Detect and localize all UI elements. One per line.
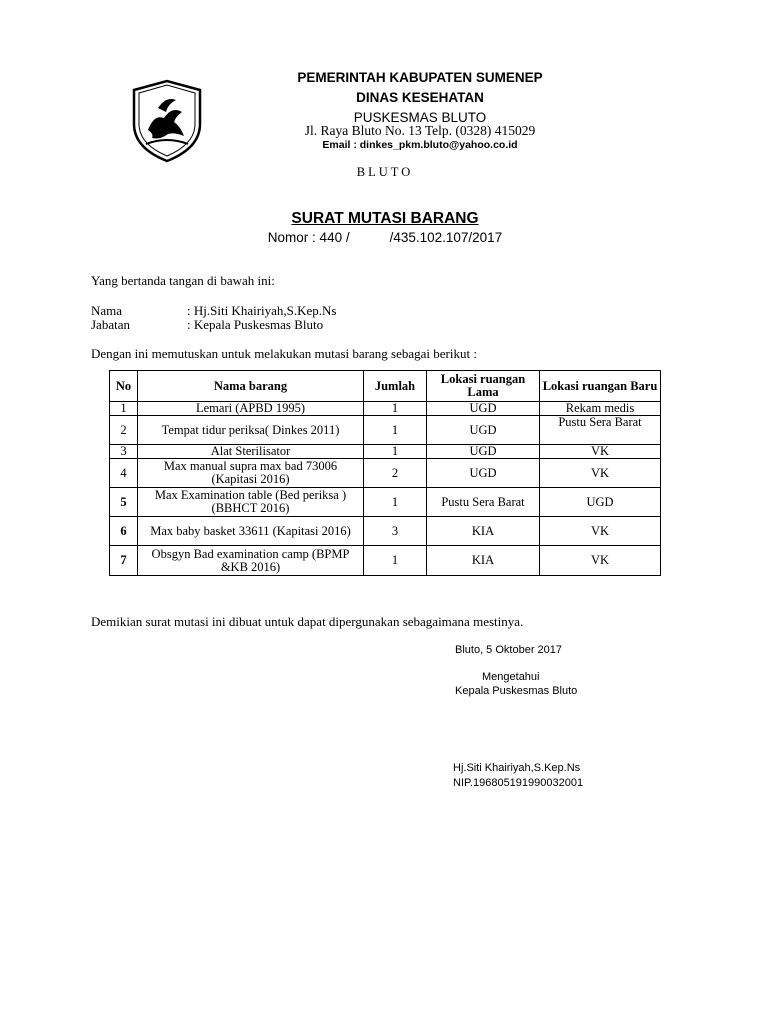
closing-text: Demikian surat mutasi ini dibuat untuk dapat dipergunakan sebagaimana mestinya. xyxy=(91,614,524,629)
header-old-location: Lokasi ruangan Lama xyxy=(427,371,540,402)
cell-quantity: 1 xyxy=(364,488,427,517)
position-label: Jabatan xyxy=(91,317,130,332)
position-value: : Kepala Puskesmas Bluto xyxy=(187,317,324,332)
header-quantity: Jumlah xyxy=(364,371,427,402)
regency-emblem xyxy=(128,78,206,164)
signature-role: Kepala Puskesmas Bluto xyxy=(455,685,578,697)
cell-item-name: Lemari (APBD 1995) xyxy=(138,402,364,416)
table-body xyxy=(110,402,661,576)
cell-new-location: VK xyxy=(540,445,661,459)
cell-item-name: Obsgyn Bad examination camp (BPMP &KB 2016) xyxy=(138,546,364,576)
table-row xyxy=(110,546,661,576)
table-row xyxy=(110,402,661,416)
cell-quantity: 1 xyxy=(364,445,427,459)
cell-quantity: 1 xyxy=(364,416,427,445)
transfer-table xyxy=(109,370,661,576)
cell-old-location: UGD xyxy=(427,445,540,459)
table-row xyxy=(110,488,661,517)
cell-new-location: VK xyxy=(540,546,661,576)
cell-old-location: KIA xyxy=(427,517,540,546)
cell-no: 6 xyxy=(110,517,138,546)
table-header xyxy=(110,371,661,402)
signature-acknowledged: Mengetahui xyxy=(482,671,540,683)
cell-new-location: Rekam medis xyxy=(540,402,661,416)
cell-old-location: UGD xyxy=(427,459,540,488)
cell-quantity: 1 xyxy=(364,402,427,416)
cell-no: 5 xyxy=(110,488,138,517)
cell-no: 3 xyxy=(110,445,138,459)
letterhead-email: Email : dinkes_pkm.bluto@yahoo.co.id xyxy=(322,139,518,151)
signature-date: Bluto, 5 Oktober 2017 xyxy=(455,644,563,656)
name-value: : Hj.Siti Khairiyah,S.Kep.Ns xyxy=(187,303,337,318)
cell-new-location: VK xyxy=(540,517,661,546)
position-row xyxy=(91,317,323,333)
letter-number-suffix: /435.102.107/2017 xyxy=(389,230,503,245)
cell-new-location: UGD xyxy=(540,488,661,517)
cell-no: 7 xyxy=(110,546,138,576)
cell-old-location: UGD xyxy=(427,416,540,445)
cell-item-name: Max manual supra max bad 73006 (Kapitasi 2016) xyxy=(138,459,364,488)
table-row xyxy=(110,517,661,546)
letterhead-city: BLUTO xyxy=(356,165,414,179)
cell-new-location: VK xyxy=(540,459,661,488)
cell-no: 1 xyxy=(110,402,138,416)
header-new-location: Lokasi ruangan Baru xyxy=(540,371,661,402)
letterhead-department: DINAS KESEHATAN xyxy=(356,90,484,105)
table-row xyxy=(110,445,661,459)
cell-item-name: Max baby basket 33611 (Kapitasi 2016) xyxy=(138,517,364,546)
intro-text: Yang bertanda tangan di bawah ini: xyxy=(91,273,275,288)
letter-number-prefix: Nomor : 440 / xyxy=(267,230,350,245)
cell-new-location: Pustu Sera Barat xyxy=(540,416,661,445)
letterhead-government: PEMERINTAH KABUPATEN SUMENEP xyxy=(297,70,543,85)
cell-no: 4 xyxy=(110,459,138,488)
cell-quantity: 2 xyxy=(364,459,427,488)
header-item-name: Nama barang xyxy=(138,371,364,402)
name-label: Nama xyxy=(91,303,123,318)
signatory-name: Hj.Siti Khairiyah,S.Kep.Ns xyxy=(453,762,581,774)
letter-title: SURAT MUTASI BARANG xyxy=(291,210,479,227)
cell-quantity: 3 xyxy=(364,517,427,546)
table-row xyxy=(110,459,661,488)
cell-no: 2 xyxy=(110,416,138,445)
cell-old-location: Pustu Sera Barat xyxy=(427,488,540,517)
statement-text: Dengan ini memutuskan untuk melakukan mutasi barang sebagai berikut : xyxy=(91,346,477,361)
cell-old-location: UGD xyxy=(427,402,540,416)
letter-number xyxy=(150,230,620,245)
table-row xyxy=(110,416,661,445)
cell-item-name: Tempat tidur periksa( Dinkes 2011) xyxy=(138,416,364,445)
cell-item-name: Alat Sterilisator xyxy=(138,445,364,459)
cell-item-name: Max Examination table (Bed periksa ) (BBHCT 2016) xyxy=(138,488,364,517)
letterhead-address: Jl. Raya Bluto No. 13 Telp. (0328) 415029 xyxy=(304,123,536,138)
cell-quantity: 1 xyxy=(364,546,427,576)
signatory-nip: NIP.196805191990032001 xyxy=(453,777,584,789)
letterhead-office: PUSKESMAS BLUTO xyxy=(353,110,487,125)
table-header-row xyxy=(110,371,661,402)
header-no: No xyxy=(110,371,138,402)
cell-old-location: KIA xyxy=(427,546,540,576)
